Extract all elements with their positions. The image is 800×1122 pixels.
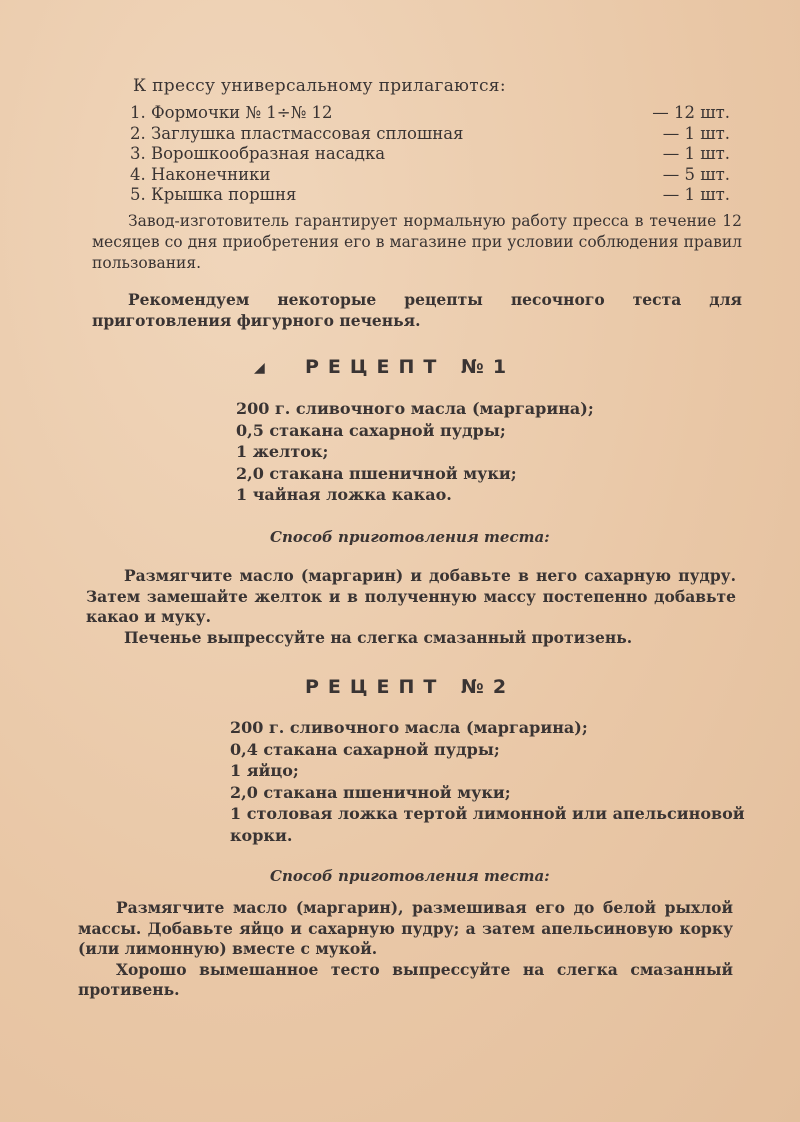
part-quantity: — 5 шт. — [662, 164, 730, 184]
ingredient-line: 1 яйцо; — [230, 761, 299, 780]
accessories-intro: К прессу универсальному прилагаются: — [133, 76, 506, 96]
method-paragraph: Печенье выпрессуйте на слегка смазанный протизень. — [124, 627, 633, 647]
list-item — [130, 103, 730, 124]
part-name: 5. Крышка поршня — [130, 185, 297, 204]
list-item — [130, 124, 730, 145]
accessories-list — [130, 103, 730, 206]
ingredient-line: 1 желток; — [236, 442, 329, 461]
ink-mark: ◢ — [254, 360, 265, 376]
recipe-2-ingredients — [230, 717, 750, 846]
part-name: 2. Заглушка пластмассовая сплошная — [130, 123, 464, 143]
method-paragraph: Хорошо вымешанное тесто выпрессуйте на слегка смазанный противень. — [78, 959, 733, 999]
method-paragraph: Размягчите масло (маргарин) и добавьте в него сахарную пудру. Затем замешайте желток и в полученную массу постепенно добавьте какао и муку. — [86, 566, 736, 626]
ingredient-line: 0,4 стакана сахарной пудры; — [230, 739, 500, 759]
ingredient-line: 1 столовая ложка тертой лимонной или апельсиновой корки. — [230, 804, 745, 845]
ingredient-line: 0,5 стакана сахарной пудры; — [236, 420, 506, 440]
part-name: 4. Наконечники — [130, 164, 271, 184]
ingredient-line: 200 г. сливочного масла (маргарина); — [236, 399, 594, 418]
list-item — [130, 144, 730, 165]
part-name: 3. Ворошкообразная насадка — [130, 144, 386, 163]
ingredient-line: 1 чайная ложка какао. — [236, 485, 452, 504]
recipe-1-method-title: Способ приготовления теста: — [270, 528, 550, 546]
recipe-2-method — [78, 898, 733, 1001]
ingredient-line: 200 г. сливочного масла (маргарина); — [230, 718, 588, 737]
part-quantity: — 1 шт. — [662, 144, 730, 163]
part-quantity: — 1 шт. — [662, 123, 730, 143]
ingredient-line: 2,0 стакана пшеничной муки; — [236, 463, 517, 483]
recipe-2-method-title: Способ приготовления теста: — [270, 867, 550, 885]
list-item — [130, 185, 730, 206]
recipe-1-ingredients — [236, 398, 656, 506]
recipe-2-title: РЕЦЕПТ №2 — [305, 676, 516, 698]
list-item — [130, 165, 730, 186]
method-paragraph: Размягчите масло (маргарин), размешивая его до белой рыхлой массы. Добавьте яйцо и сахарную пудру; а затем апельсиновую корку (или лимонную) вместе с мукой. — [78, 898, 733, 958]
part-quantity: — 1 шт. — [662, 185, 730, 204]
ingredient-line: 2,0 стакана пшеничной муки; — [230, 782, 511, 802]
part-name: 1. Формочки № 1÷№ 12 — [130, 103, 333, 122]
recommendation-paragraph: Рекомендуем некоторые рецепты песочного теста для приготовления фигурного печенья. — [92, 290, 742, 330]
recipe-1-title: РЕЦЕПТ №1 — [305, 356, 516, 378]
part-quantity: — 12 шт. — [652, 103, 730, 122]
recipe-1-method — [86, 566, 736, 648]
warranty-paragraph: Завод-изготовитель гарантирует нормальную работу пресса в течение 12 месяцев со дня приобретения его в магазине при условии соблюдения правил пользования. — [92, 212, 742, 272]
